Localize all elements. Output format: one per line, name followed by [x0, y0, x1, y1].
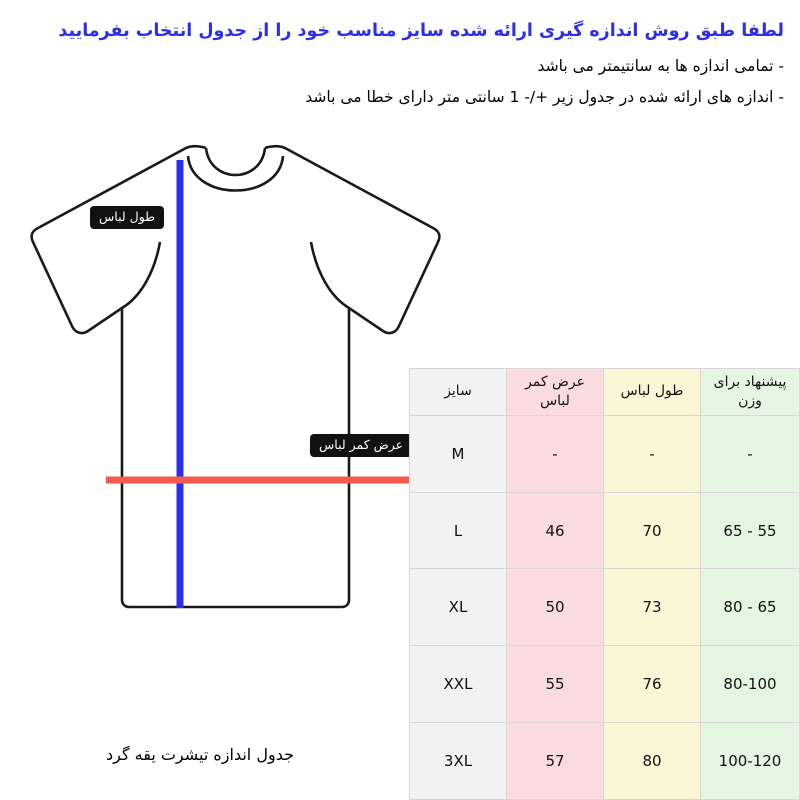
- header-chest: عرض کمر لباس: [507, 369, 604, 416]
- cell-size: XXL: [410, 646, 507, 723]
- instructions-block: [16, 18, 784, 116]
- cell-size: M: [410, 415, 507, 492]
- cell-length: 80: [604, 723, 701, 800]
- cell-chest: -: [507, 415, 604, 492]
- table-row: [410, 723, 800, 800]
- size-table: [409, 368, 800, 800]
- instruction-line-2: - اندازه های ارائه شده در جدول زیر +/- 1 سانتی متر دارای خطا می باشد: [305, 88, 784, 107]
- cell-chest: 50: [507, 569, 604, 646]
- cell-length: 70: [604, 492, 701, 569]
- header-length: طول لباس: [604, 369, 701, 416]
- instruction-line-1: - تمامی اندازه ها به سانتیمتر می باشد: [537, 57, 784, 76]
- cell-weight: 65 - 80: [701, 569, 800, 646]
- callout-waist-width: عرض کمر لباس: [310, 434, 412, 457]
- table-row: [410, 492, 800, 569]
- cell-weight: 80-100: [701, 646, 800, 723]
- table-header-row: [410, 369, 800, 416]
- header-size: سایز: [410, 369, 507, 416]
- cell-weight: 55 - 65: [701, 492, 800, 569]
- header-weight: پیشنهاد برای وزن: [701, 369, 800, 416]
- table-row: [410, 569, 800, 646]
- cell-weight: -: [701, 415, 800, 492]
- cell-chest: 55: [507, 646, 604, 723]
- instruction-title: لطفا طبق روش اندازه گیری ارائه شده سایز مناسب خود را از جدول انتخاب بفرمایید: [58, 21, 784, 41]
- tshirt-diagram: [10, 130, 460, 650]
- callout-shirt-length: طول لباس: [90, 206, 164, 229]
- cell-weight: 100-120: [701, 723, 800, 800]
- table-row: [410, 646, 800, 723]
- cell-chest: 46: [507, 492, 604, 569]
- cell-length: -: [604, 415, 701, 492]
- cell-chest: 57: [507, 723, 604, 800]
- cell-length: 73: [604, 569, 701, 646]
- diagram-caption: جدول اندازه تیشرت یقه گرد: [106, 745, 294, 764]
- cell-length: 76: [604, 646, 701, 723]
- cell-size: XL: [410, 569, 507, 646]
- table-row: [410, 415, 800, 492]
- cell-size: L: [410, 492, 507, 569]
- cell-size: 3XL: [410, 723, 507, 800]
